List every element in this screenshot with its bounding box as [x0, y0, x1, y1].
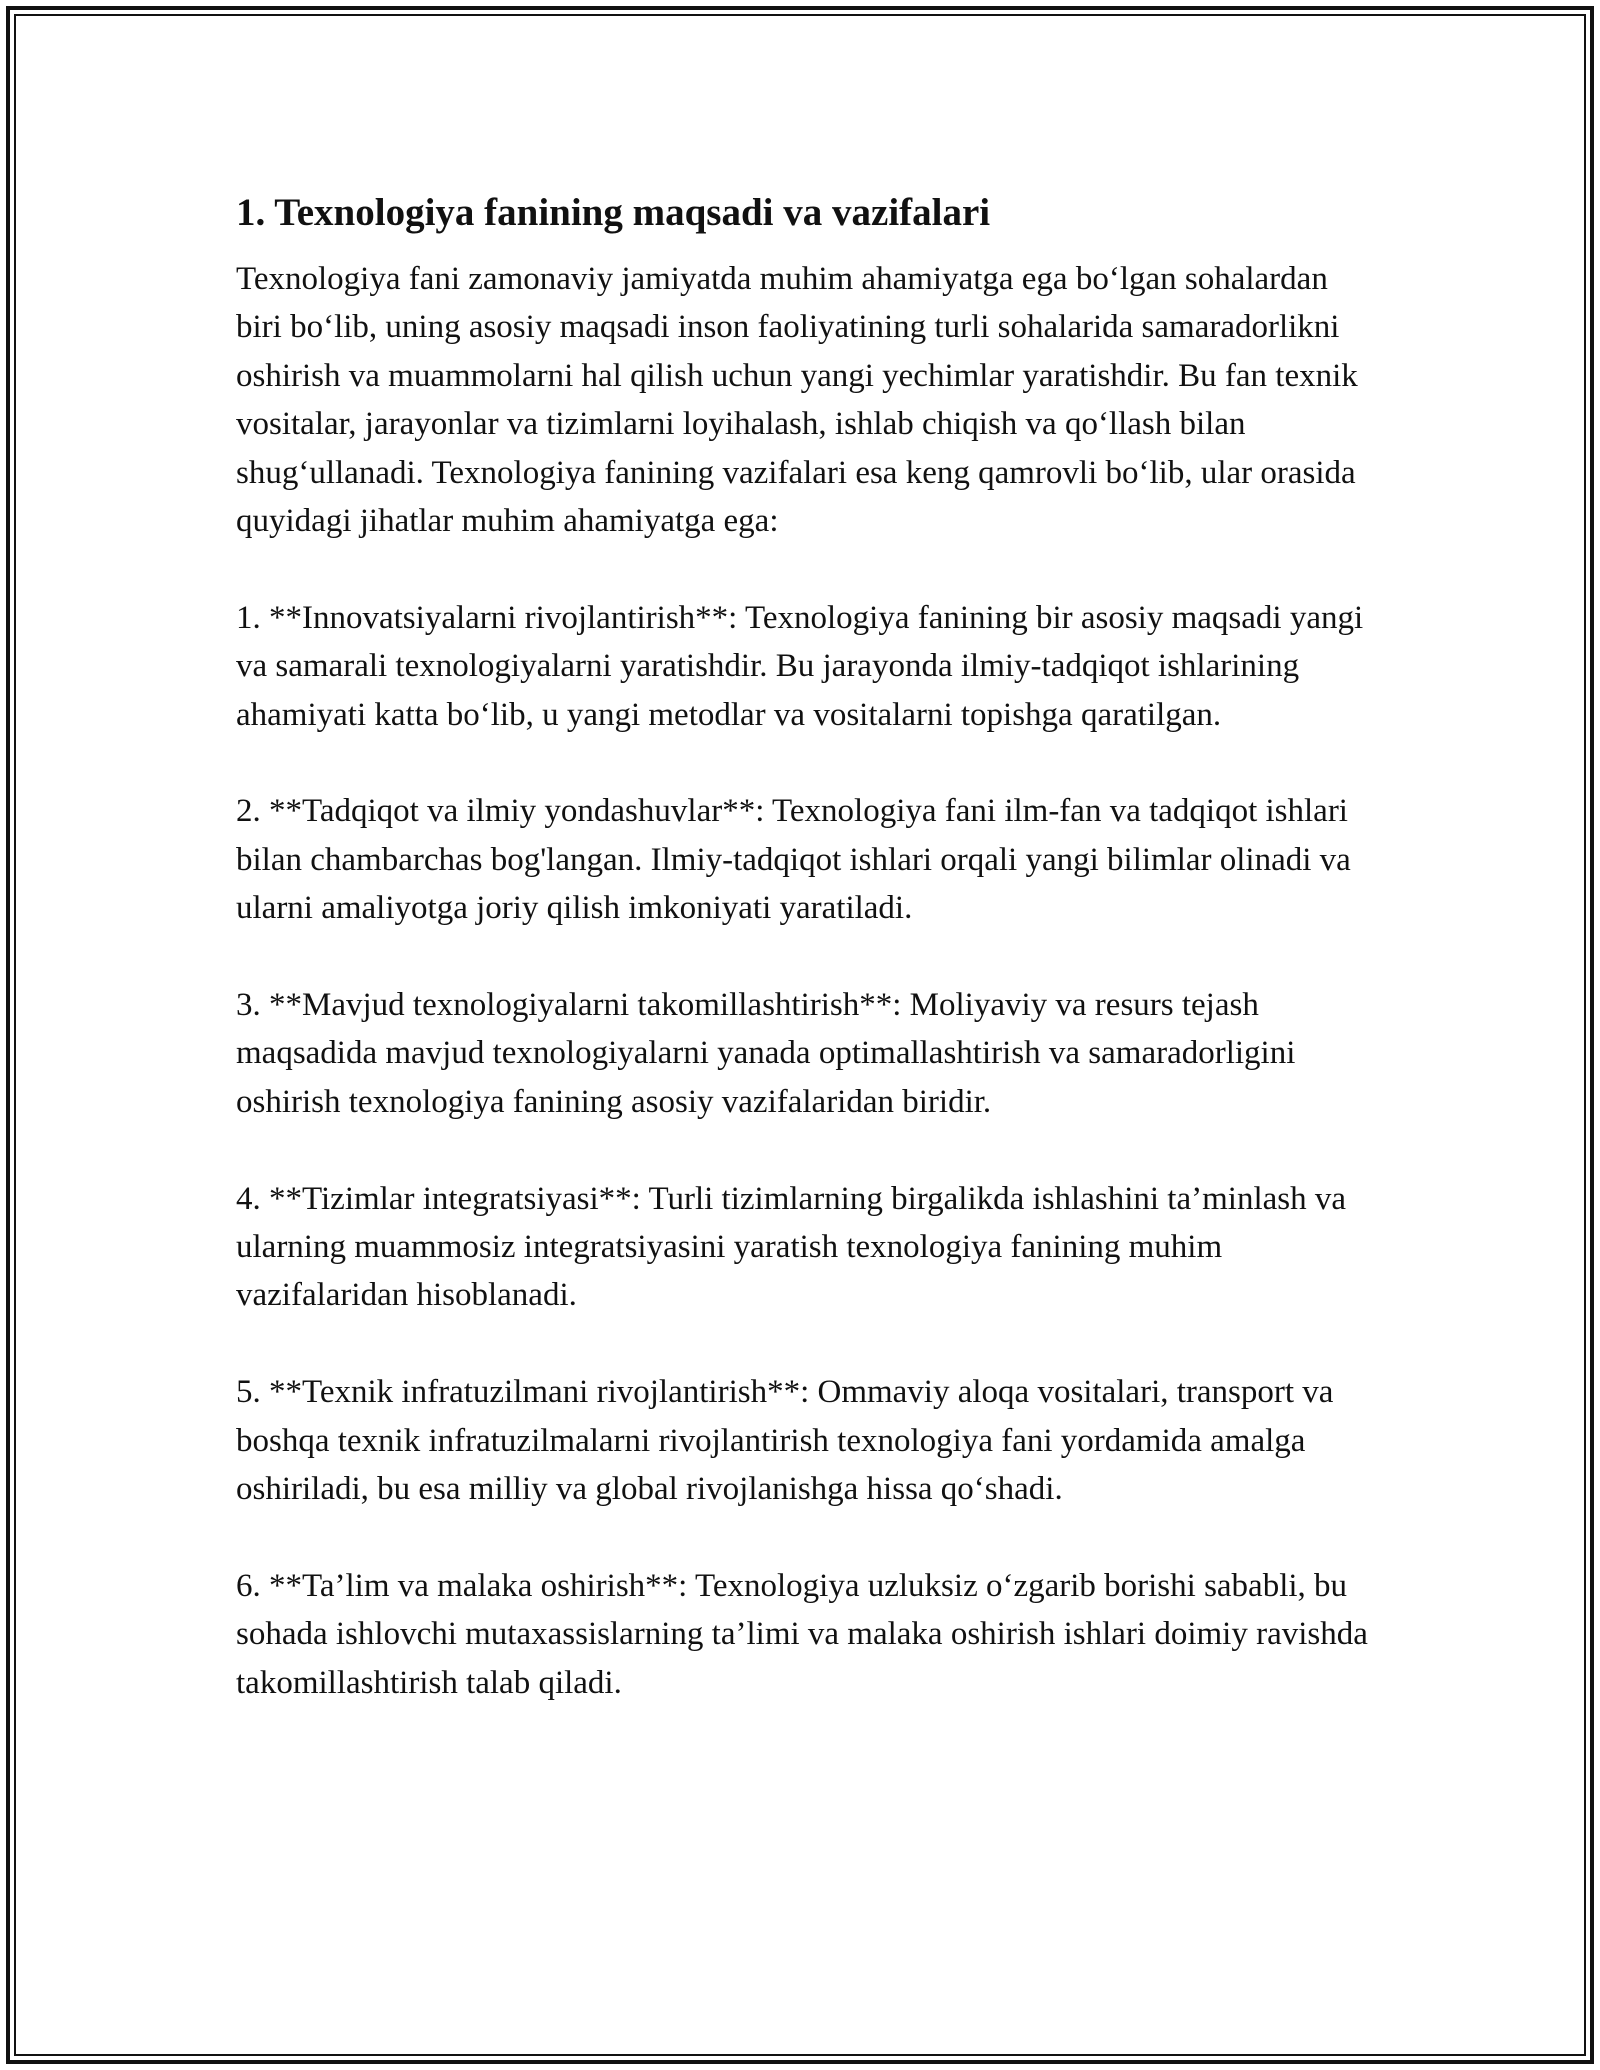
intro-paragraph: Texnologiya fani zamonaviy jamiyatda muhim ahamiyatga ega bo‘lgan sohalardan biri bo‘lib, uning asosiy maqsadi inson faoliyatining turli sohalarida samaradorlikni oshirish va muammolarni hal qilish uchun yangi yechimlar yaratishdir. Bu fan texnik vositalar, jarayonlar va tizimlarni loyihalash, ishlab chiqish va qo‘llash bilan shug‘ullanadi. Texnologiya fanining vazifalari esa keng qamrovli bo‘lib, ular orasida quyidagi jihatlar muhim ahamiyatga ega: — [236, 261, 1358, 540]
section-heading: 1. Texnologiya fanining maqsadi va vazifalari — [236, 191, 991, 234]
list-item-1: 1. **Innovatsiyalarni rivojlantirish**: Texnologiya fanining bir asosiy maqsadi yangi va samarali texnologiyalarni yaratishdir. Bu jarayonda ilmiy-tadqiqot ishlarining ahamiyati katta bo‘lib, u yangi metodlar va vositalarni topishga qaratilgan. — [236, 599, 1364, 733]
list-item-5: 5. **Texnik infratuzilmani rivojlantirish**: Ommaviy aloqa vositalari, transport va boshqa texnik infratuzilmalarni rivojlantirish texnologiya fani yordamida amalga oshiriladi, bu esa milliy va global rivojlanishga hissa qo‘shadi. — [236, 1374, 1334, 1508]
document-body — [236, 185, 1376, 1755]
list-item-4: 4. **Tizimlar integratsiyasi**: Turli tizimlarning birgalikda ishlashini ta’minlash va ularning muammosiz integratsiyasini yaratish texnologiya fanining muhim vazifalaridan hisoblanadi. — [236, 1180, 1346, 1314]
list-item-6: 6. **Ta’lim va malaka oshirish**: Texnologiya uzluksiz o‘zgarib borishi sababli, bu sohada ishlovchi mutaxassislarning ta’limi va malaka oshirish ishlari doimiy ravishda takomillashtirish talab qiladi. — [236, 1567, 1368, 1701]
list-item-3: 3. **Mavjud texnologiyalarni takomillashtirish**: Moliyaviy va resurs tejash maqsadida mavjud texnologiyalarni yanada optimallashtirish va samaradorligini oshirish texnologiya fanining asosiy vazifalaridan biridir. — [236, 987, 1296, 1120]
list-item-2: 2. **Tadqiqot va ilmiy yondashuvlar**: Texnologiya fani ilm-fan va tadqiqot ishlari bilan chambarchas bog'langan. Ilmiy-tadqiqot ishlari orqali yangi bilimlar olinadi va ularni amaliyotga joriy qilish imkoniyati yaratiladi. — [236, 793, 1351, 927]
